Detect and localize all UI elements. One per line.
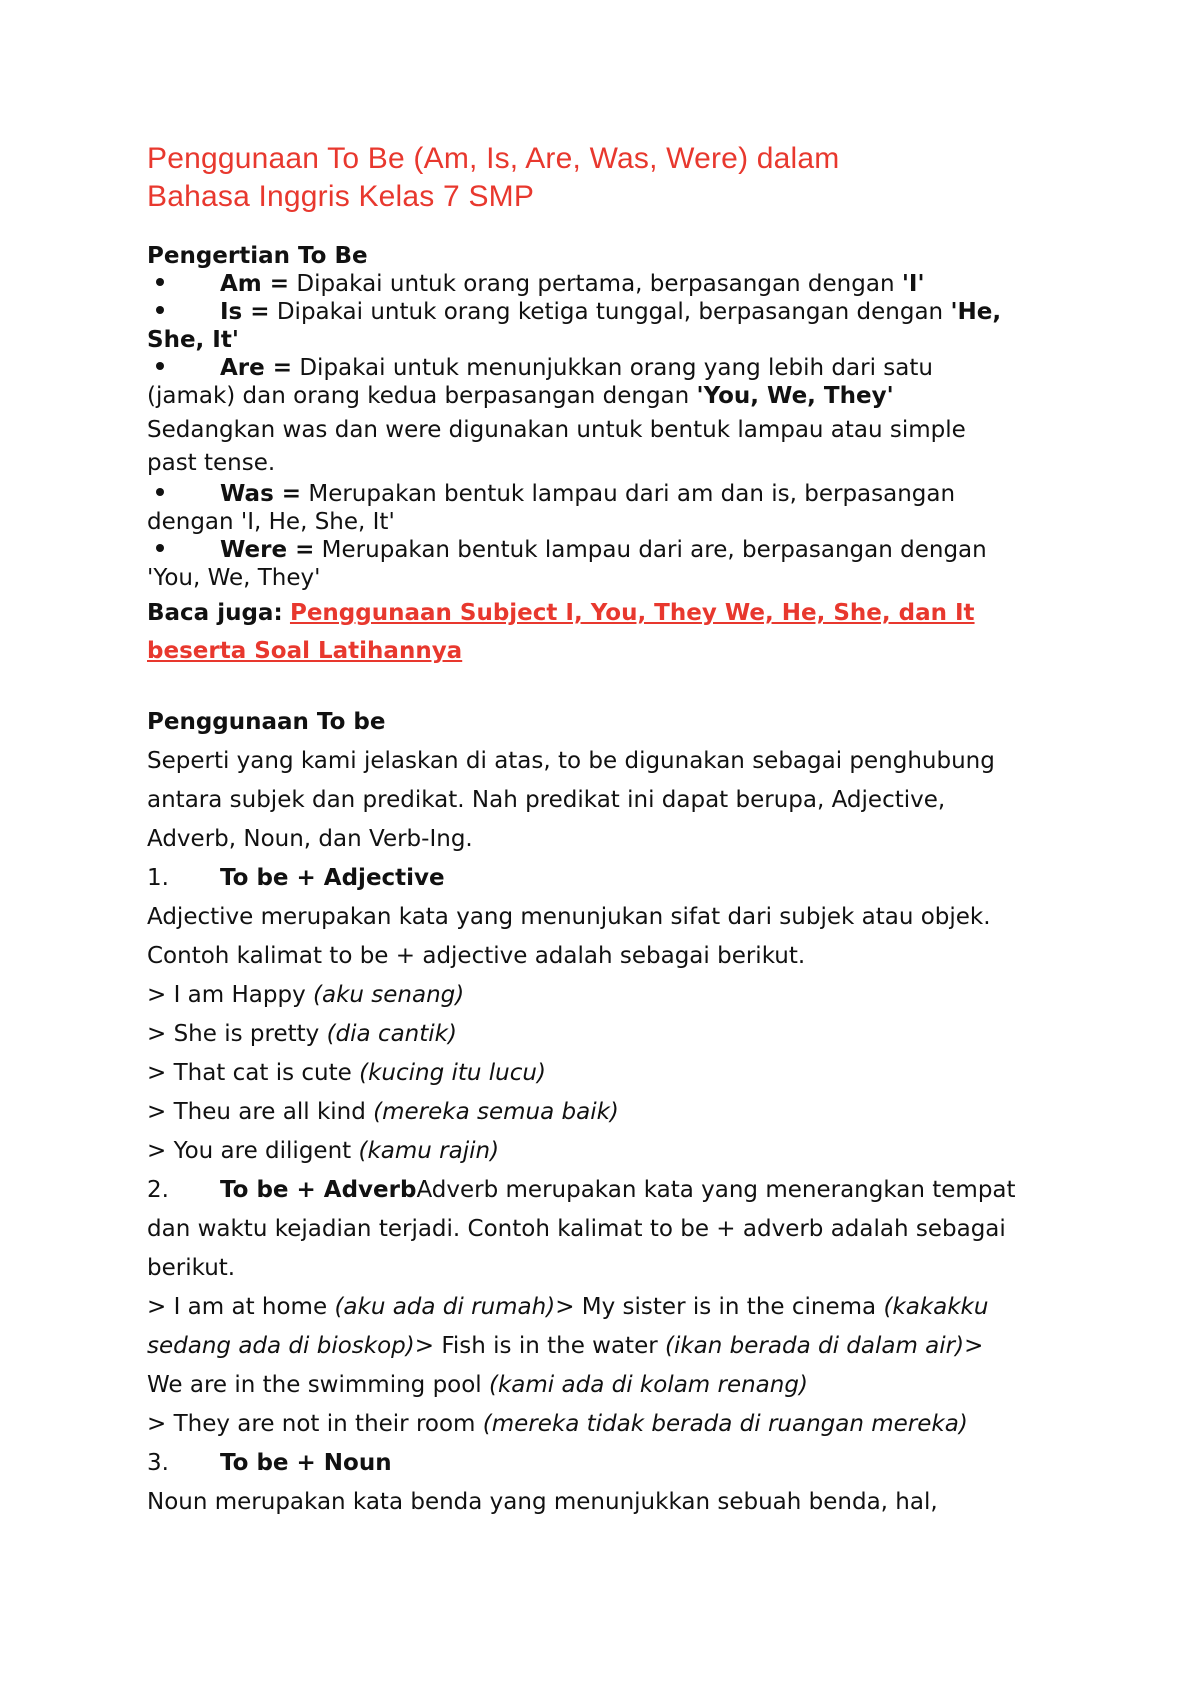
bullet-icon	[147, 480, 220, 508]
adverb-examples: > I am at home (aku ada di rumah)> My sister is in the cinema (kakakku sedang ada di bioskop)> Fish is in the water (ikan berada di dalam air)> We are in the swimming pool (kami ada di kolam renang) > They are not in their room (mereka tidak berada di ruangan mereka)	[147, 1294, 989, 1437]
bullet-icon	[147, 270, 220, 298]
bullet-icon	[147, 298, 220, 326]
spacer	[147, 670, 1077, 702]
title-line-2: Bahasa Inggris Kelas 7 SMP	[147, 180, 535, 213]
list-item-is: Is = Dipakai untuk orang ketiga tunggal, berpasangan dengan 'He, She, It'	[147, 299, 1002, 353]
numbered-item-adjective: 1. To be + Adjective	[147, 865, 445, 891]
section-heading-penggunaan: Penggunaan To be	[147, 709, 386, 735]
numbered-item-noun: 3. To be + Noun	[147, 1450, 392, 1476]
example-line: > Theu are all kind (mereka semua baik)	[147, 1099, 619, 1125]
document-page	[147, 140, 1077, 1522]
example-line: > She is pretty (dia cantik)	[147, 1021, 457, 1047]
list-item-are: Are = Dipakai untuk menunjukkan orang yang lebih dari satu (jamak) dan orang kedua berpasangan dengan 'You, We, They'	[147, 355, 933, 409]
example-line: > That cat is cute (kucing itu lucu)	[147, 1060, 546, 1086]
related-article-link[interactable]: Penggunaan Subject I, You, They We, He, She, dan It beserta Soal Latihannya	[147, 600, 975, 664]
noun-paragraph: Noun merupakan kata benda yang menunjukkan sebuah benda, hal,	[147, 1489, 938, 1515]
document-title	[147, 140, 1077, 216]
baca-juga: Baca juga: Penggunaan Subject I, You, They We, He, She, dan It beserta Soal Latihannya	[147, 600, 975, 664]
title-line-1: Penggunaan To Be (Am, Is, Are, Was, Were) dalam	[147, 142, 840, 175]
intro-paragraph: Seperti yang kami jelaskan di atas, to be digunakan sebagai penghubung antara subjek dan predikat. Nah predikat ini dapat berupa, Adjective, Adverb, Noun, dan Verb-Ing.	[147, 748, 995, 852]
bullet-icon	[147, 536, 220, 564]
numbered-item-adverb: 2. To be + AdverbAdverb merupakan kata yang menerangkan tempat dan waktu kejadian terjadi. Contoh kalimat to be + adverb adalah sebagai berikut.	[147, 1177, 1016, 1281]
example-line: > You are diligent (kamu rajin)	[147, 1138, 500, 1164]
paragraph-was-were: Sedangkan was dan were digunakan untuk bentuk lampau atau simple past tense.	[147, 417, 966, 476]
list-item-was: Was = Merupakan bentuk lampau dari am dan is, berpasangan dengan 'I, He, She, It'	[147, 481, 956, 535]
adjective-paragraph: Adjective merupakan kata yang menunjukan sifat dari subjek atau objek. Contoh kalimat to be + adjective adalah sebagai berikut.	[147, 904, 991, 969]
list-item-were: Were = Merupakan bentuk lampau dari are, berpasangan dengan 'You, We, They'	[147, 537, 987, 591]
list-item-am: Am = Dipakai untuk orang pertama, berpasangan dengan 'I'	[147, 270, 1077, 298]
example-line: > I am Happy (aku senang)	[147, 982, 465, 1008]
section-heading-pengertian: Pengertian To Be	[147, 243, 368, 269]
bullet-icon	[147, 354, 220, 382]
